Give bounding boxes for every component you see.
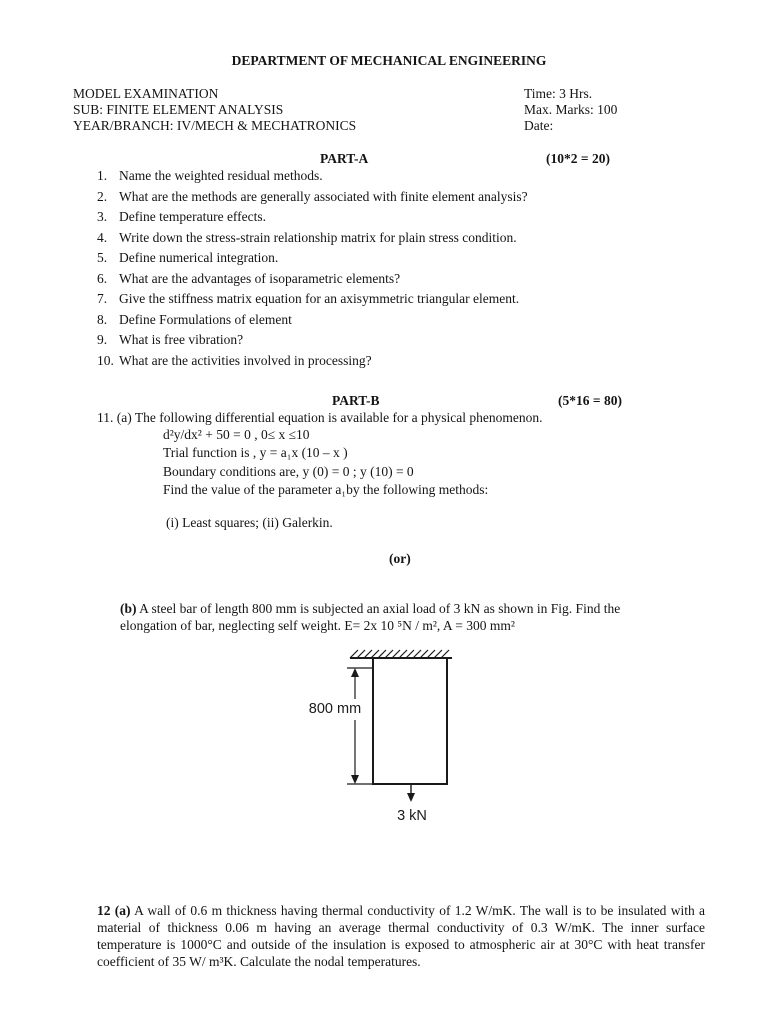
subject: SUB: FINITE ELEMENT ANALYSIS	[73, 102, 284, 117]
question-11b-line1: A steel bar of length 800 mm is subjected an axial load of 3 kN as shown in Fig. Find the	[136, 601, 621, 616]
part-b-title: PART-B	[332, 393, 380, 408]
question-11a-trial-function: Trial function is , y = a₁x (10 – x )	[163, 445, 348, 460]
length-label: 800 mm	[308, 701, 362, 717]
exam-meta	[524, 86, 617, 134]
year-branch: YEAR/BRANCH: IV/MECH & MECHATRONICS	[73, 118, 357, 133]
question-item: 9. What is free vibration?	[97, 332, 244, 347]
question-item: 1. Name the weighted residual methods.	[97, 168, 323, 183]
length-dimension	[347, 668, 372, 784]
question-item: 5. Define numerical integration.	[97, 250, 279, 265]
or-separator: (or)	[389, 551, 411, 566]
question-11b	[120, 600, 620, 634]
question-11b-line2: elongation of bar, neglecting self weight. E= 2x 10 ⁵N / m², A = 300 mm²	[120, 618, 515, 633]
fixed-support	[350, 650, 452, 658]
question-11a-intro: 11. (a) The following differential equation is available for a physical phenomenon.	[97, 410, 543, 425]
question-item: 10. What are the activities involved in processing?	[97, 352, 372, 368]
department-title: DEPARTMENT OF MECHANICAL ENGINEERING	[231, 53, 547, 68]
steel-bar	[373, 658, 447, 784]
part-b-marks: (5*16 = 80)	[558, 393, 622, 408]
steel-bar-figure	[290, 642, 490, 832]
part-a-title: PART-A	[320, 151, 369, 166]
question-11a-boundary-conditions: Boundary conditions are, y (0) = 0 ; y (10) = 0	[163, 464, 414, 479]
question-11a-methods: (i) Least squares; (ii) Galerkin.	[166, 515, 333, 530]
question-item: 2. What are the methods are generally associated with finite element analysis?	[97, 188, 528, 204]
part-a-question-list	[97, 166, 528, 371]
question-11b-label: (b)	[120, 601, 137, 616]
question-item: 6. What are the advantages of isoparametric elements?	[97, 270, 401, 286]
question-11a-equation: d²y/dx² + 50 = 0 , 0≤ x ≤10	[163, 427, 310, 442]
load-label: 3 kN	[397, 808, 427, 824]
load-arrow	[407, 784, 415, 802]
question-12a-label: 12 (a)	[97, 903, 131, 918]
max-marks: Max. Marks: 100	[524, 102, 618, 117]
exam-date: Date:	[524, 118, 554, 133]
question-12a	[97, 902, 705, 970]
part-a-marks: (10*2 = 20)	[546, 151, 610, 166]
exam-time: Time: 3 Hrs.	[524, 86, 593, 101]
question-item: 3. Define temperature effects.	[97, 209, 267, 224]
question-item: 7. Give the stiffness matrix equation for an axisymmetric triangular element.	[97, 291, 520, 306]
exam-type: MODEL EXAMINATION	[73, 86, 219, 101]
question-item: 4. Write down the stress-strain relationship matrix for plain stress condition.	[97, 229, 517, 245]
question-item: 8. Define Formulations of element	[97, 311, 292, 327]
question-12a-text: A wall of 0.6 m thickness having thermal conductivity of 1.2 W/mK. The wall is to be insulated with a material of thickness 0.06 m having an average thermal conductivity of 0.3 W/mK. The inner surface temperature is 1000°C and outside of the insulation is exposed to atmospheric air at 30°C with heat transfer coefficient of 35 W/ m³K. Calculate the nodal temperatures.	[97, 903, 705, 969]
question-11a-task: Find the value of the parameter a₁by the following methods:	[163, 482, 489, 497]
exam-info	[73, 86, 356, 134]
